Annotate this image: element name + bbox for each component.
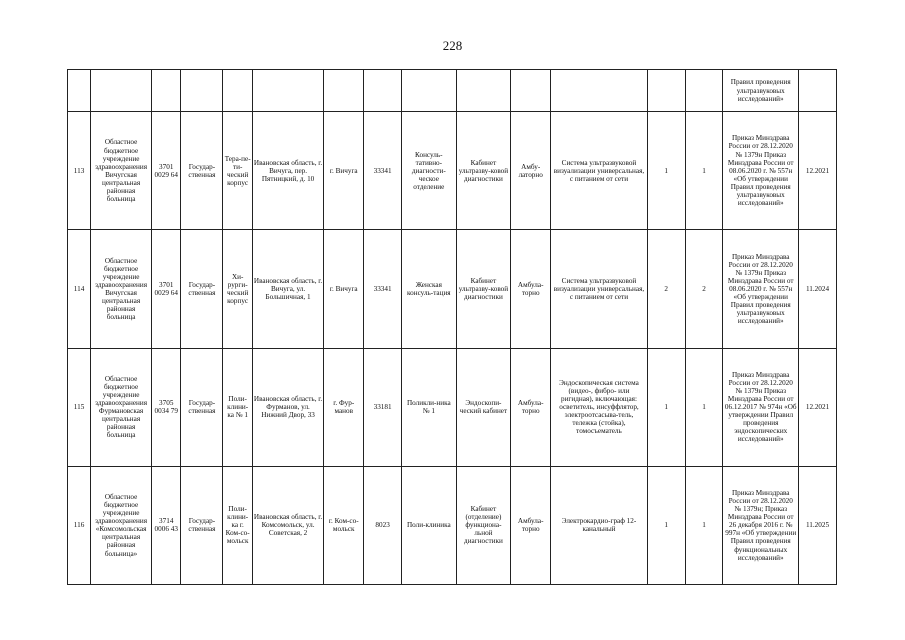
cell-address bbox=[252, 70, 323, 112]
cell-org: Областное бюджетное учреждение здравоохранения Вичугская центральная районная больница bbox=[91, 230, 152, 348]
cell-code: 3714 0006 43 bbox=[152, 466, 181, 584]
cell-date: 12.2021 bbox=[799, 112, 837, 230]
cell-okato: 33341 bbox=[364, 230, 402, 348]
cell-qty2: 2 bbox=[685, 230, 723, 348]
cell-num bbox=[68, 70, 91, 112]
cell-qty2: 1 bbox=[685, 112, 723, 230]
page-number: 228 bbox=[442, 38, 463, 53]
cell-care bbox=[511, 70, 551, 112]
equipment-table bbox=[67, 69, 837, 585]
cell-num: 113 bbox=[68, 112, 91, 230]
cell-code bbox=[152, 70, 181, 112]
cell-qty1: 1 bbox=[647, 112, 685, 230]
cell-care: Амбула-торно bbox=[511, 348, 551, 466]
cell-city: г. Вичуга bbox=[324, 230, 364, 348]
cell-building bbox=[223, 70, 252, 112]
cell-building: Хи-рурги-ческий корпус bbox=[223, 230, 252, 348]
cell-city: г. Ком-со-мольск bbox=[324, 466, 364, 584]
cell-dept: Женская консуль-тация bbox=[402, 230, 457, 348]
cell-care: Амбула-торно bbox=[511, 230, 551, 348]
cell-building: Поли-клини-ка № 1 bbox=[223, 348, 252, 466]
cell-okato: 8023 bbox=[364, 466, 402, 584]
cell-qty1: 1 bbox=[647, 348, 685, 466]
cell-org: Областное бюджетное учреждение здравоохранения «Комсомольская центральная районная больница» bbox=[91, 466, 152, 584]
cell-address: Ивановская область, г. Вичуга, пер. Пятницкий, д. 10 bbox=[252, 112, 323, 230]
cell-city: г. Фур-манов bbox=[324, 348, 364, 466]
cell-equipment bbox=[551, 70, 648, 112]
cell-form: Государ-ственная bbox=[181, 466, 223, 584]
cell-code: 3701 0029 64 bbox=[152, 112, 181, 230]
cell-num: 116 bbox=[68, 466, 91, 584]
cell-order: Приказ Минздрава России от 28.12.2020 № 1379н Приказ Минздрава России от 06.12.2017 № 974н «Об утверждении Правил проведения эндоскопических исследований» bbox=[723, 348, 799, 466]
cell-order: Приказ Минздрава России от 28.12.2020 № 1379н Приказ Минздрава России от 08.06.2020 г. № 557н «Об утверждении Правил проведения ультразвуковых исследований» bbox=[723, 230, 799, 348]
cell-okato: 33341 bbox=[364, 112, 402, 230]
cell-qty1: 2 bbox=[647, 230, 685, 348]
cell-okato: 33181 bbox=[364, 348, 402, 466]
table-row bbox=[68, 466, 837, 584]
cell-qty2: 1 bbox=[685, 348, 723, 466]
cell-qty1: 1 bbox=[647, 466, 685, 584]
cell-form: Государ-ственная bbox=[181, 112, 223, 230]
cell-equipment: Электрокардио-граф 12-канальный bbox=[551, 466, 648, 584]
cell-org: Областное бюджетное учреждение здравоохранения Фурмановская центральная районная больница bbox=[91, 348, 152, 466]
table-row bbox=[68, 70, 837, 112]
cell-room: Кабинет (отделение) функциона-льной диагностики bbox=[456, 466, 511, 584]
cell-room: Эндоскопи-ческий кабинет bbox=[456, 348, 511, 466]
cell-order: Приказ Минздрава России от 28.12.2020 № 1379н; Приказ Минздрава России от 26 декабря 2016 г. № 997н «Об утверждении Правил проведения функциональных исследований» bbox=[723, 466, 799, 584]
cell-address: Ивановская область, г. Фурманов, ул. Нижний Двор, 33 bbox=[252, 348, 323, 466]
cell-building: Тера-петический корпус bbox=[223, 112, 252, 230]
cell-equipment: Система ультразвуковой визуализации универсальная, с питанием от сети bbox=[551, 230, 648, 348]
cell-org: Областное бюджетное учреждение здравоохранения Вичугская центральная районная больница bbox=[91, 112, 152, 230]
table-row bbox=[68, 348, 837, 466]
cell-org bbox=[91, 70, 152, 112]
cell-care: Амбула-торно bbox=[511, 466, 551, 584]
cell-dept: Поликли-ника № 1 bbox=[402, 348, 457, 466]
cell-date: 11.2025 bbox=[799, 466, 837, 584]
cell-qty1 bbox=[647, 70, 685, 112]
cell-address: Ивановская область, г. Комсомольск, ул. Советская, 2 bbox=[252, 466, 323, 584]
cell-form: Государ-ственная bbox=[181, 230, 223, 348]
cell-dept: Поли-клиника bbox=[402, 466, 457, 584]
cell-form bbox=[181, 70, 223, 112]
cell-code: 3701 0029 64 bbox=[152, 230, 181, 348]
cell-num: 114 bbox=[68, 230, 91, 348]
cell-qty2 bbox=[685, 70, 723, 112]
cell-order: Правил проведения ультразвуковых исследований» bbox=[723, 70, 799, 112]
cell-building: Поли-клини-ка г. Ком-со-мольск bbox=[223, 466, 252, 584]
cell-equipment: Эндоскопическая система (видео-, фибро- или ригидная), включающая: осветитель, инсуффлятор, электроотсасыва-тель, тележка (стойка), томосъематель bbox=[551, 348, 648, 466]
cell-code: 3705 0034 79 bbox=[152, 348, 181, 466]
table-row bbox=[68, 112, 837, 230]
cell-city: г. Вичуга bbox=[324, 112, 364, 230]
cell-date bbox=[799, 70, 837, 112]
cell-qty2: 1 bbox=[685, 466, 723, 584]
cell-num: 115 bbox=[68, 348, 91, 466]
cell-date: 12.2021 bbox=[799, 348, 837, 466]
cell-dept bbox=[402, 70, 457, 112]
cell-room: Кабинет ультразву-ковой диагностики bbox=[456, 112, 511, 230]
cell-city bbox=[324, 70, 364, 112]
cell-okato bbox=[364, 70, 402, 112]
cell-address: Ивановская область, г. Вичуга, ул. Большичная, 1 bbox=[252, 230, 323, 348]
cell-order: Приказ Минздрава России от 28.12.2020 № 1379н Приказ Минздрава России от 08.06.2020 г. № 557н «Об утверждении Правил проведения ультразвуковых исследований» bbox=[723, 112, 799, 230]
cell-form: Государ-ственная bbox=[181, 348, 223, 466]
cell-room: Кабинет ультразву-ковой диагностики bbox=[456, 230, 511, 348]
cell-equipment: Система ультразвуковой визуализации универсальная, с питанием от сети bbox=[551, 112, 648, 230]
cell-care: Амбу-латорно bbox=[511, 112, 551, 230]
cell-dept: Консуль-тативно-диагности-ческое отделение bbox=[402, 112, 457, 230]
cell-room bbox=[456, 70, 511, 112]
cell-date: 11.2024 bbox=[799, 230, 837, 348]
table-row bbox=[68, 230, 837, 348]
